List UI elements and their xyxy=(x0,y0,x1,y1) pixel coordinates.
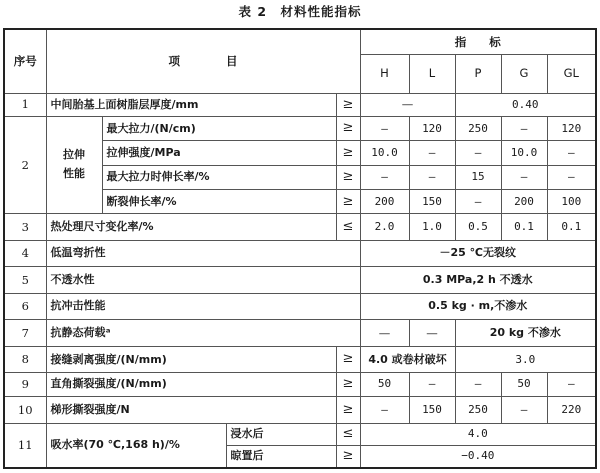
row-number: 2 xyxy=(4,116,46,214)
value-gl: 120 xyxy=(547,116,596,140)
material-performance-table xyxy=(3,28,597,469)
value-h: 2.0 xyxy=(360,214,409,240)
spanned-value: −0.40 xyxy=(360,445,596,468)
header-item: 项 目 xyxy=(46,29,360,93)
row-item: 吸水率(70 ℃,168 h)/% xyxy=(46,423,226,468)
comparison-symbol: ≤ xyxy=(336,423,360,445)
header-index: 指 标 xyxy=(360,29,596,54)
value-p: 0.5 xyxy=(455,214,501,240)
row-number: 11 xyxy=(4,423,46,468)
value-g: 200 xyxy=(501,189,547,213)
comparison-symbol: ≤ xyxy=(336,214,360,240)
spanned-value: 0.3 MPa,2 h 不透水 xyxy=(360,267,596,293)
value-p: — xyxy=(455,141,501,165)
comparison-symbol: ≥ xyxy=(336,165,360,189)
value-p: — xyxy=(455,372,501,396)
comparison-symbol: ≥ xyxy=(336,189,360,213)
row-item: 低温弯折性 xyxy=(46,240,360,266)
value-l: — xyxy=(409,372,455,396)
row-item: 直角撕裂强度/(N/mm) xyxy=(46,372,336,396)
column-l: L xyxy=(409,54,455,93)
header-seq: 序号 xyxy=(4,29,46,93)
value-gl: — xyxy=(547,165,596,189)
value-p-g-gl: 3.0 xyxy=(455,347,596,372)
sub-item: 浸水后 xyxy=(226,423,336,445)
comparison-symbol: ≥ xyxy=(336,445,360,468)
value-gl: 220 xyxy=(547,397,596,423)
sub-item: 最大拉力时伸长率/% xyxy=(102,165,336,189)
value-gl: — xyxy=(547,141,596,165)
value-p-g-gl: 0.40 xyxy=(455,93,596,116)
row-number: 4 xyxy=(4,240,46,266)
comparison-symbol: ≥ xyxy=(336,116,360,140)
value-l: — xyxy=(409,165,455,189)
value-gl: 100 xyxy=(547,189,596,213)
value-l: 1.0 xyxy=(409,214,455,240)
value-l: 120 xyxy=(409,116,455,140)
value-g: — xyxy=(501,116,547,140)
value-p: 15 xyxy=(455,165,501,189)
table-row xyxy=(4,214,596,240)
table-row xyxy=(4,240,596,266)
value-g: 10.0 xyxy=(501,141,547,165)
spanned-value: 0.5 kg · m,不渗水 xyxy=(360,293,596,319)
value-h: 50 xyxy=(360,372,409,396)
value-p-g-gl: 20 kg 不渗水 xyxy=(455,319,596,346)
table-row xyxy=(4,319,596,346)
value-g: 50 xyxy=(501,372,547,396)
value-h: 200 xyxy=(360,189,409,213)
table-row xyxy=(4,93,596,116)
sub-item: 最大拉力/(N/cm) xyxy=(102,116,336,140)
value-h-l: 4.0 或卷材破坏 xyxy=(360,347,455,372)
column-g: G xyxy=(501,54,547,93)
value-h: 10.0 xyxy=(360,141,409,165)
table-row xyxy=(4,347,596,372)
spanned-value: 4.0 xyxy=(360,423,596,445)
comparison-symbol: ≥ xyxy=(336,93,360,116)
value-p: 250 xyxy=(455,397,501,423)
row-number: 3 xyxy=(4,214,46,240)
row-item: 梯形撕裂强度/N xyxy=(46,397,336,423)
row-number: 6 xyxy=(4,293,46,319)
value-gl: 0.1 xyxy=(547,214,596,240)
value-g: — xyxy=(501,397,547,423)
value-h: — xyxy=(360,165,409,189)
spanned-value: －25 ℃无裂纹 xyxy=(360,240,596,266)
value-l: — xyxy=(409,141,455,165)
row-item: 不透水性 xyxy=(46,267,360,293)
column-p: P xyxy=(455,54,501,93)
comparison-symbol: ≥ xyxy=(336,141,360,165)
row-item: 中间胎基上面树脂层厚度/mm xyxy=(46,93,336,116)
row-number: 1 xyxy=(4,93,46,116)
row-number: 10 xyxy=(4,397,46,423)
row-number: 9 xyxy=(4,372,46,396)
comparison-symbol: ≥ xyxy=(336,397,360,423)
row-number: 5 xyxy=(4,267,46,293)
value-g: 0.1 xyxy=(501,214,547,240)
row-item: 接缝剥离强度/(N/mm) xyxy=(46,347,336,372)
column-h: H xyxy=(360,54,409,93)
comparison-symbol: ≥ xyxy=(336,372,360,396)
table-row xyxy=(4,116,596,140)
value-h: — xyxy=(360,319,409,346)
value-p: 250 xyxy=(455,116,501,140)
table-row xyxy=(4,372,596,396)
column-gl: GL xyxy=(547,54,596,93)
value-l: 150 xyxy=(409,397,455,423)
table-caption: 表 2 材料性能指标 xyxy=(238,4,362,19)
row-number: 8 xyxy=(4,347,46,372)
row-group-label: 拉伸性能 xyxy=(46,116,102,214)
row-item: 热处理尺寸变化率/% xyxy=(46,214,336,240)
sub-item: 拉伸强度/MPa xyxy=(102,141,336,165)
row-item: 抗冲击性能 xyxy=(46,293,360,319)
table-row xyxy=(4,293,596,319)
row-item: 抗静态荷载ᵃ xyxy=(46,319,360,346)
header-row-1 xyxy=(4,29,596,54)
value-g: — xyxy=(501,165,547,189)
sub-item: 断裂伸长率/% xyxy=(102,189,336,213)
value-p: — xyxy=(455,189,501,213)
value-h: — xyxy=(360,397,409,423)
value-h: — xyxy=(360,116,409,140)
table-row xyxy=(4,397,596,423)
value-gl: — xyxy=(547,372,596,396)
comparison-symbol: ≥ xyxy=(336,347,360,372)
table-row xyxy=(4,267,596,293)
table-row xyxy=(4,423,596,445)
value-l: 150 xyxy=(409,189,455,213)
sub-item: 晾置后 xyxy=(226,445,336,468)
row-number: 7 xyxy=(4,319,46,346)
value-l: — xyxy=(409,319,455,346)
value-h-l: — xyxy=(360,93,455,116)
